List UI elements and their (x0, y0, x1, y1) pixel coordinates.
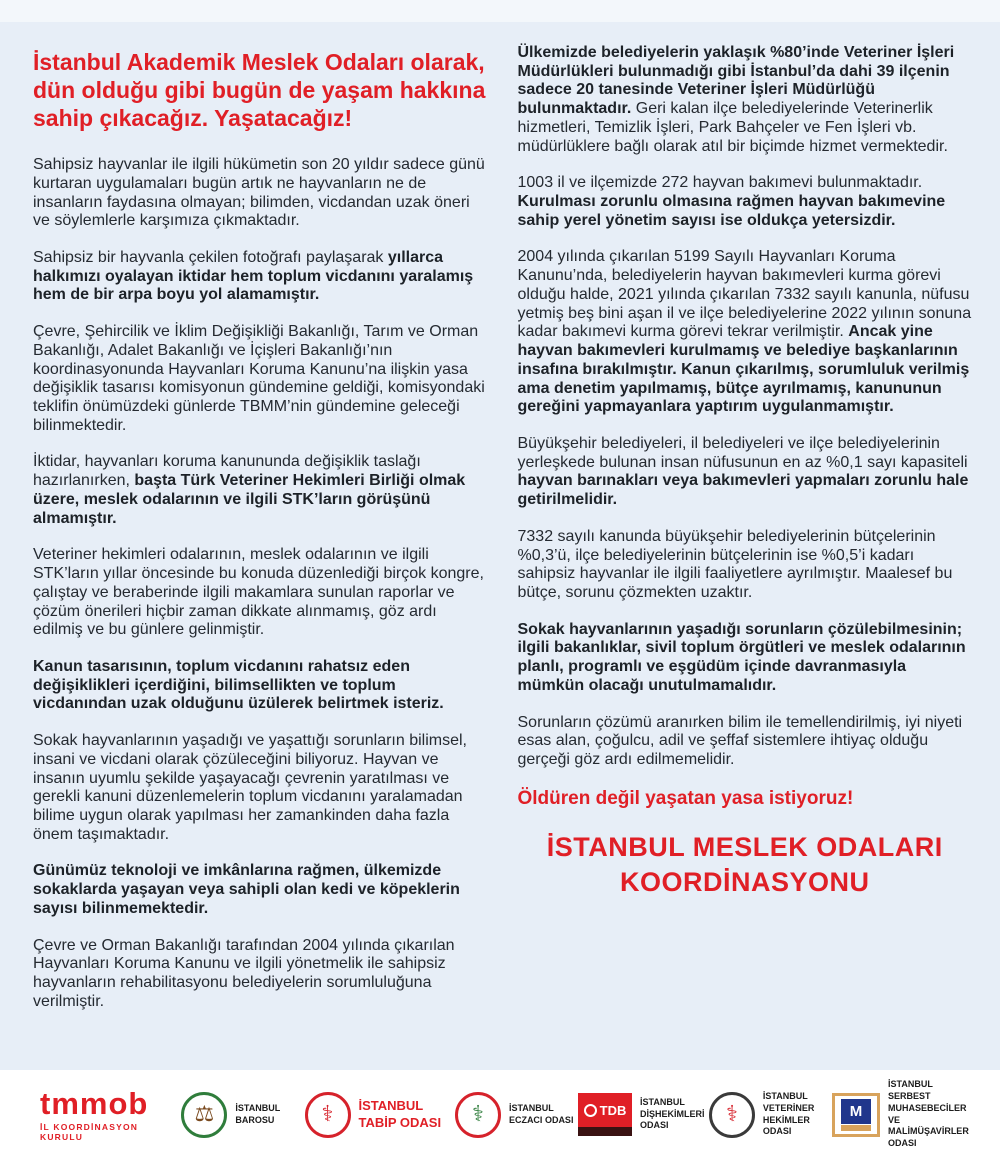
tdb-badge-band (578, 1127, 632, 1136)
m-badge-band (841, 1125, 871, 1131)
text-run-bold: Sokak hayvanlarının yaşadığı sorunların çözülebilmesinin; ilgili bakanlıklar, sivil toplum örgütleri ve meslek odalarının planlı, programlı ve eşgüdüm içinde davranmasıyla mümkün olacağı unutulmamalıdır. (517, 620, 966, 694)
paragraph (33, 453, 488, 528)
text-run: Sorunların çözümü aranırken bilim ile temellendirilmiş, iyi niyeti esas alan, çoğulcu, adil ve şeffaf sistemlere ihtiyaç olduğu gerçeği göz ardı edilmemelidir. (517, 713, 963, 768)
text-run: 7332 sayılı kanunda büyükşehir belediyelerinin bütçelerinin %0,3’ü, ilçe belediyelerinin bütçelerinin ise %0,5’i kadarı sahipsiz hayvanlar ile ilgili faaliyetlere ayrılmıştır. Maalesef bu bütçe, sorunu çözmekten uzaktır. (517, 527, 953, 601)
logo-istanbul-tabip-odasi (305, 1092, 455, 1138)
text-run: Veteriner hekimleri odalarının, meslek odalarının ve ilgili STK’ların yıllar öncesinde bu konuda düzenlediği birçok kongre, çalıştay ve beraberinde ilgili makamlara sunulan raporlar ve çözüm önerileri hiçbir zaman dikkate alınmamış, göz ardı edilmiş ve bu günlere gelinmiştir. (33, 546, 484, 639)
text-run: Sahipsiz bir hayvanla çekilen fotoğrafı paylaşarak (33, 249, 388, 267)
paragraph (33, 937, 488, 1012)
paragraph (33, 249, 488, 305)
text-run-bold: Ülkemizde belediyelerin yaklaşık %80’inde Veteriner İşleri Müdürlükleri bulunmadığı gibi İstanbul’da dahi 39 ilçenin sadece 20 tanesinde Veteriner İşleri Müdürlüğü bulunmaktadır. (517, 44, 955, 118)
paragraph (33, 156, 488, 231)
logo-label: İSTANBUL VETERİNER HEKİMLER ODASI (762, 1091, 815, 1137)
paragraph (33, 323, 488, 435)
tdb-badge-top (578, 1093, 632, 1127)
paragraph (33, 546, 488, 640)
scales-book-emblem-icon: ⚖ (181, 1092, 227, 1138)
logo-label: İSTANBUL TABİP ODASI (358, 1097, 442, 1130)
page-title: İstanbul Akademik Meslek Odaları olarak, dün olduğu gibi bugün de yaşam hakkına sahip çıkacağız. Yaşatacağız! (33, 49, 486, 132)
paragraph (518, 44, 973, 156)
text-run-bold: Günümüz teknoloji ve imkânlarına rağmen, ülkemizde sokaklarda yaşayan veya sahipli olan kedi ve köpeklerin sayısı bilinmemektedir. (33, 862, 460, 917)
tmmob-subtitle: İL KOORDİNASYON KURULU (40, 1121, 139, 1142)
logo-tmmob (40, 1085, 181, 1142)
text-run: İktidar, hayvanları koruma kanununda değişiklik taslağı hazırlanırken, (33, 453, 421, 490)
logo-istanbul-smmm-odasi (832, 1079, 969, 1149)
slogan-text: Öldüren değil yaşatan yasa istiyoruz! (517, 787, 854, 809)
logo-istanbul-barosu (181, 1092, 304, 1138)
paragraph (518, 621, 973, 696)
m-badge-text: M (841, 1099, 871, 1124)
paragraph (33, 658, 488, 714)
text-run-bold: Kanun tasarısının, toplum vicdanını rahatsız eden değişiklikleri içerdiğini, bilimsellikten ve toplum vicdanından uzak olduğunu üzülerek belirtmek isteriz. (33, 657, 444, 713)
text-run: Sokak hayvanlarının yaşadığı ve yaşattığı sorunların bilimsel, insani ve vicdani olarak çözüleceğini biliyoruz. Hayvan ve insanın uyumlu şekilde yaşayacağı çevrenin yaratılması ve gerekli kanuni düzenlemelerin toplum vicdanını yaralamadan bilime uygun olarak yapılması her zamankinden daha fazla önem taşımaktadır. (33, 732, 467, 843)
veterinary-emblem-icon: ⚕ (709, 1092, 755, 1138)
right-column (518, 44, 973, 1029)
text-run: 1003 il ve ilçemizde 272 hayvan bakımevi bulunmaktadır. (517, 174, 923, 192)
tdb-badge-text: TDB (599, 1102, 627, 1118)
text-run: 2004 yılında çıkarılan 5199 Sayılı Hayvanları Koruma Kanunu’nda, belediyelerin hayvan bakımevleri kurma görevi olduğu halde, 2021 yılında çıkarılan 7332 sayılı kanunla, nüfusu yetmiş beş bini aşan il ve ilçe belediyelerine 2022 yılının sonuna kadar bakımevi kurma görevi tekrar verilmiştir. (517, 248, 972, 341)
text-run-bold: yıllarca halkımızı oyalayan iktidar hem toplum vicdanını yaralamış hem de bir arpa boyu yol alamamıştır. (33, 249, 474, 304)
text-run: Çevre ve Orman Bakanlığı tarafından 2004 yılında çıkarılan Hayvanları Koruma Kanunu ve ilgili yönetmelik ile sahipsiz hayvanların rehabilitasyonu belediyelerin sorumluluğuna verilmiştir. (33, 936, 455, 1010)
text-run: Büyükşehir belediyeleri, il belediyeleri ve ilçe belediyelerinin yerleşkede bulunan insan nüfusunun en az %0,1 sayı kapasiteli (517, 434, 968, 471)
text-run: Çevre, Şehircilik ve İklim Değişikliği Bakanlığı, Tarım ve Orman Bakanlığı, Adalet Bakanlığı ve İçişleri Bakanlığı’nın koordinasyonunda Hayvanları Koruma Kanunu’na ilişkin yasa değişiklik tasarısı komisyonun gündemine geldiği, komisyondaki teklifin önümüzdeki günlerde TBMM’nin gündemine geleceği bilinmektedir. (33, 323, 485, 434)
logo-istanbul-dishekimleri-odasi (578, 1093, 709, 1136)
logo-label: İSTANBUL BAROSU (235, 1102, 281, 1125)
paragraph (518, 174, 973, 230)
tmmob-wordmark: tmmob (40, 1085, 149, 1121)
paragraph (518, 435, 973, 510)
logo-istanbul-veteriner-hekimler-odasi (709, 1091, 832, 1138)
logo-label: İSTANBUL ECZACI ODASI (508, 1102, 574, 1125)
logo-label: İSTANBUL SERBEST MUHASEBECİLER VE MALİMÜŞAVİRLER ODASI (887, 1079, 969, 1148)
paragraph (518, 528, 973, 603)
text-run-bold: hayvan barınakları veya bakımevleri yapmaları zorunlu hale getirilmelidir. (517, 472, 969, 509)
text-run: Sahipsiz hayvanlar ile ilgili hükümetin son 20 yıldır sadece günü kurtaran uygulamaları bugün artık ne hayvanların ne de insanların faydasına olmayan; bilimden, vicdandan uzak öneri ve söylemlerle karşımıza çıkmaktadır. (33, 156, 485, 230)
pharmacy-emblem-icon: ⚕ (455, 1092, 501, 1138)
text-run-bold: Ancak yine hayvan bakımevleri kurulmamış ve belediye başkanlarının insafına bırakılmıştır. Kanun çıkarılmış, sorumluluk verilmiş ama denetim yapılmamış, bütçe ayrılmamış, kanununun gereğini yapmayanlara yaptırım uygulanmamıştır. (517, 323, 970, 416)
paragraph (518, 714, 973, 770)
text-run-bold: başta Türk Veteriner Hekimleri Birliği olmak üzere, meslek odalarının ve ilgili STK’ların görüşünü almamıştır. (33, 472, 466, 527)
paragraph (33, 862, 488, 918)
text-run-bold: Kurulması zorunlu olmasına rağmen hayvan bakımevine sahip yerel yönetim sayısı ise oldukça yetersizdir. (517, 193, 946, 229)
tmmob-logo (40, 1085, 181, 1142)
logo-label: İSTANBUL DİŞHEKİMLERİ ODASI (640, 1096, 705, 1131)
footer-logo-bar (0, 1070, 1000, 1167)
signature-title: İSTANBUL MESLEK ODALARI KOORDİNASYONU (546, 831, 943, 897)
left-column (33, 44, 488, 1029)
paragraph (33, 732, 488, 844)
m-badge-icon (832, 1093, 880, 1137)
tooth-ring-icon (584, 1104, 597, 1117)
paragraph (518, 248, 973, 416)
medical-staff-emblem-icon: ⚕ (305, 1092, 351, 1138)
text-run: Geri kalan ilçe belediyelerinde Veterinerlik hizmetleri, Temizlik İşleri, Park Bahçeler ve Fen İşleri vb. müdürlüklere bağlı olarak atıl bir biçimde hizmet vermektedir. (517, 100, 948, 155)
logo-istanbul-eczaci-odasi (455, 1092, 578, 1138)
tdb-badge-icon (578, 1093, 632, 1136)
